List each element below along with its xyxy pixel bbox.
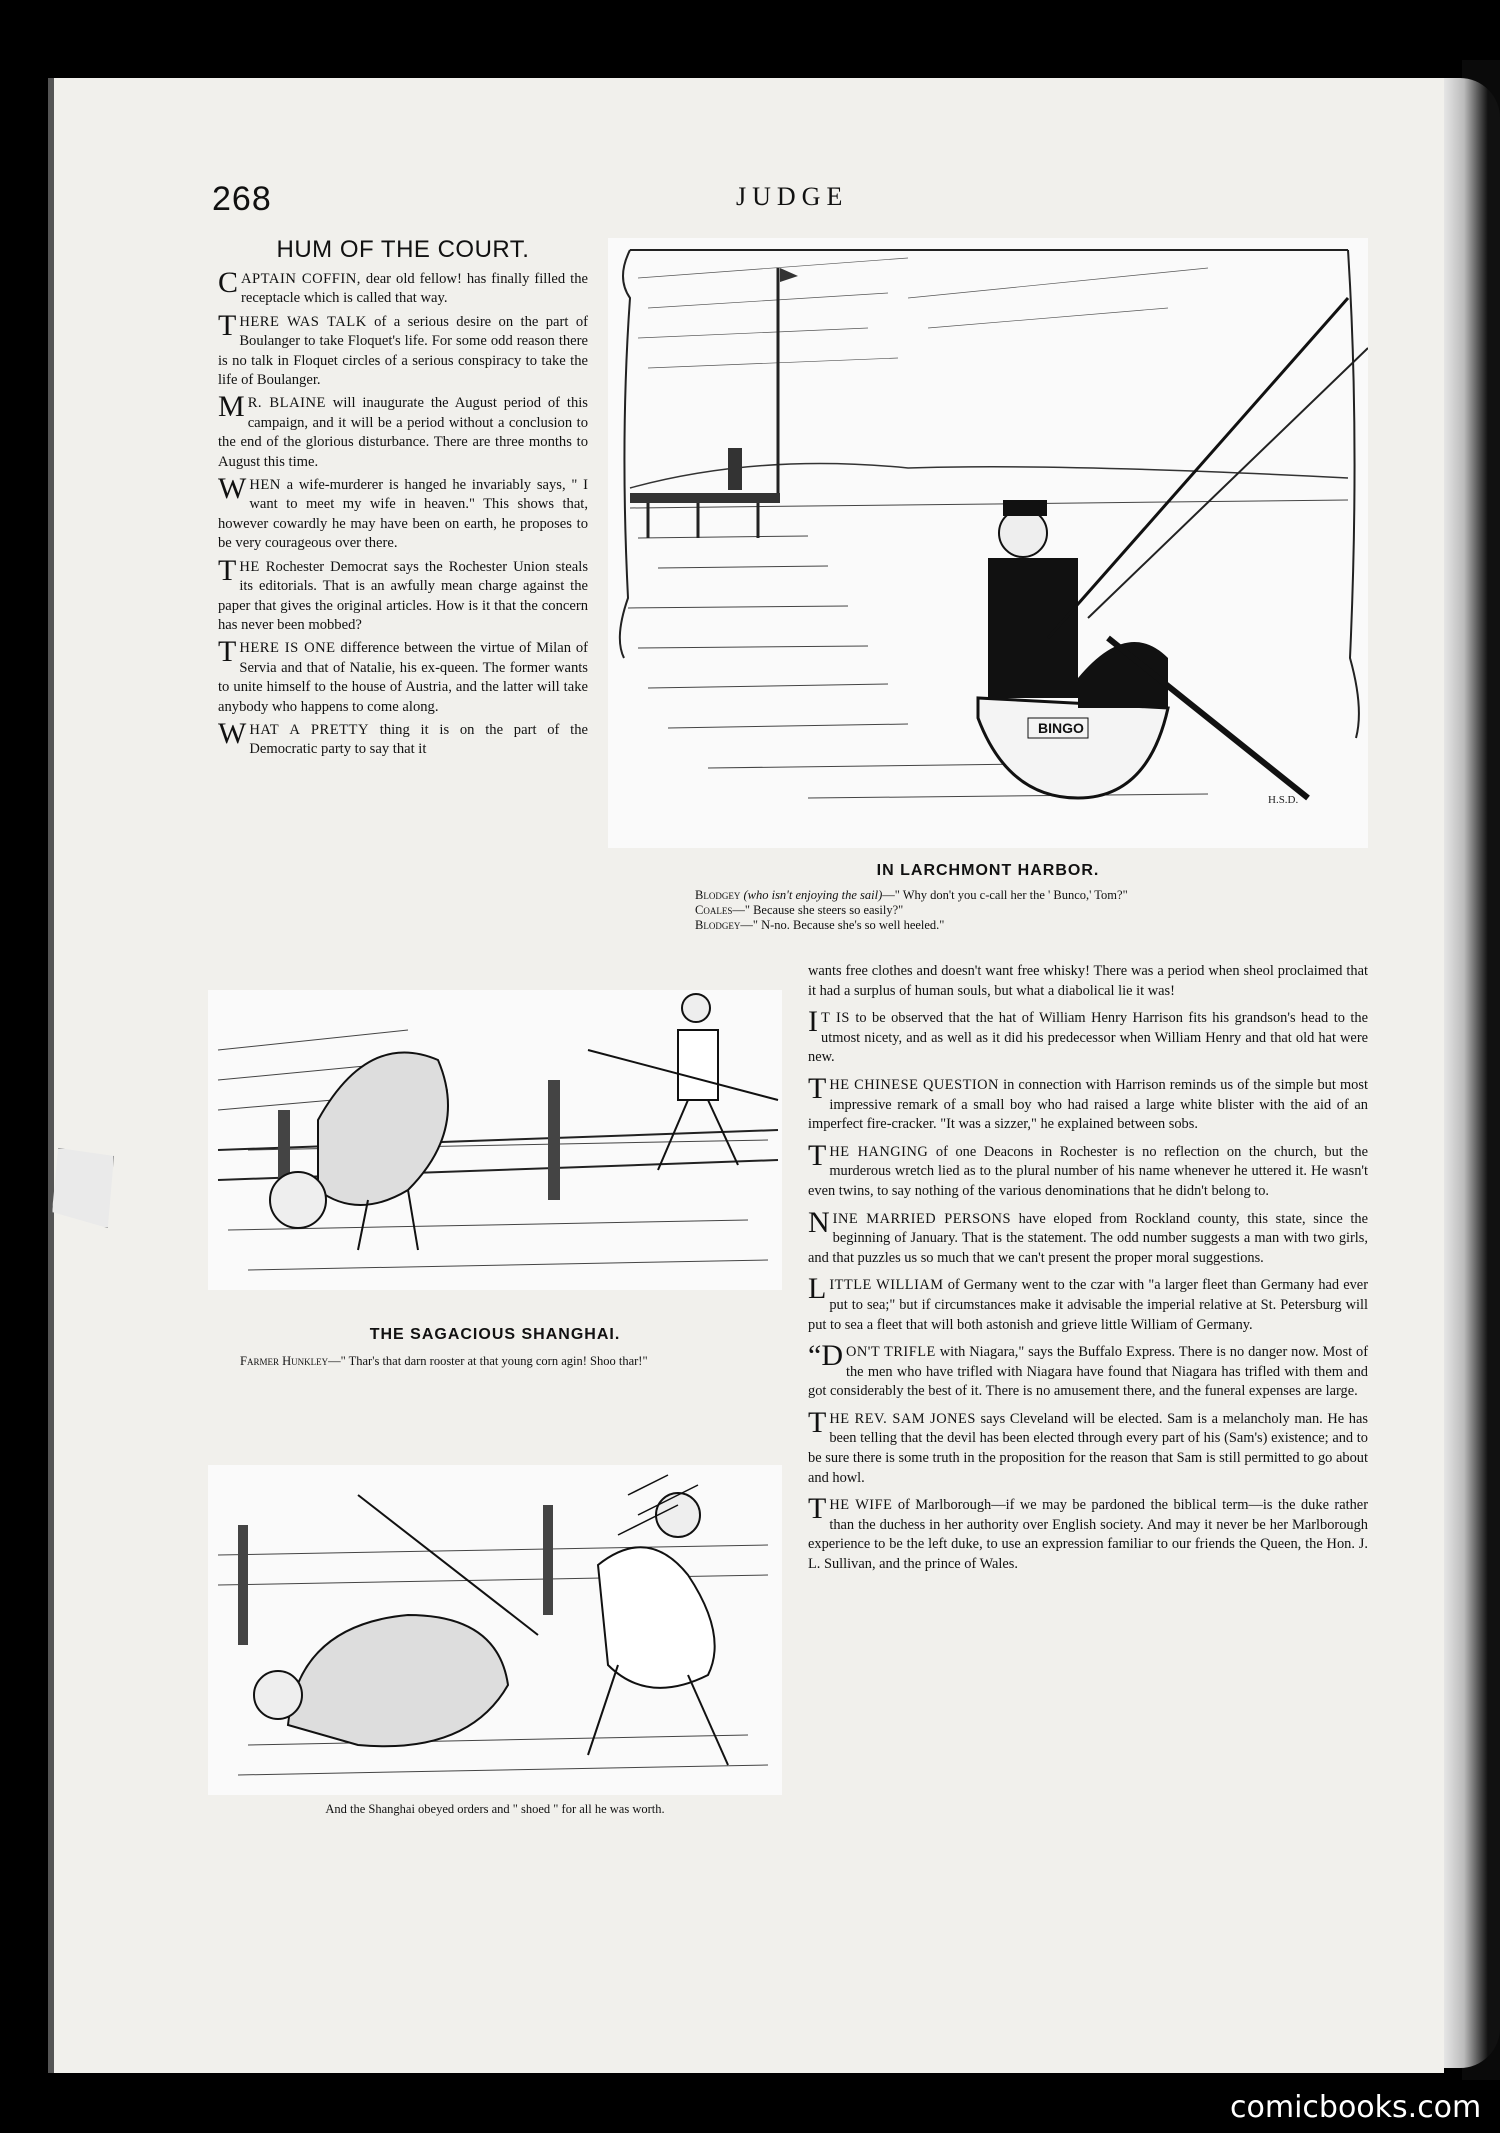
- paragraph-text: of one Deacons in Rochester is no reflection on the church, but the murderous wretch lied as to the plural number of his name whenever he uttered it. He wasn't even twins, to say nothing of the various denominations that he didn't belong to.: [808, 1143, 1368, 1199]
- lead-words: R. BLAINE: [247, 395, 326, 412]
- paragraph-text: says Cleveland will be elected. Sam is a melancholy man. He has been telling that the devil has been elected through every part of his (Sam's) existence; and to be sure there is some truth in the proposition for the reason that Sam is still permitted to go about and howl.: [808, 1410, 1368, 1486]
- dialogue-text: —" Why don't you c-call her the ' Bunco,' Tom?": [882, 888, 1128, 902]
- drop-cap: T: [808, 1138, 827, 1172]
- article-paragraph: [218, 390, 588, 472]
- shanghai-speaker: Farmer Hunkley: [240, 1354, 329, 1368]
- shanghai-shoo-illustration: [208, 1465, 782, 1795]
- lead-words: HE WIFE: [829, 1497, 893, 1514]
- lead-words: APTAIN COFFIN,: [241, 271, 361, 287]
- drop-cap: “D: [808, 1339, 843, 1373]
- shanghai-caption-title: THE SAGACIOUS SHANGHAI.: [369, 1326, 621, 1343]
- dialogue-text: —" N-no. Because she's so well heeled.": [740, 918, 945, 932]
- section-title: HUM OF THE COURT.: [276, 236, 530, 263]
- paragraph-text: wants free clothes and doesn't want free whisky! There was a period when sheol proclaimed that it had a surplus of human souls, but what a diabolical lie it was!: [808, 963, 1368, 999]
- article-paragraph: [808, 1339, 1369, 1402]
- speaker-name: Blodgey: [695, 918, 741, 932]
- article-paragraph: [218, 553, 588, 636]
- article-paragraph: [218, 472, 588, 554]
- harbor-drawing: [608, 238, 1368, 848]
- paragraph-text: of Marlborough—if we may be pardoned the biblical term—is the duke rather than the duchess in her authority over English society. And may it never be her Marlborough experience to be the left duke, to use an expression familiar to our friends the Queen, the Hon. J. L. Sullivan, and the prince of Wales.: [808, 1497, 1368, 1573]
- speaker-aside: (who isn't enjoying the sail): [743, 888, 883, 902]
- lead-words: HERE WAS TALK: [239, 313, 367, 330]
- lead-words: HERE IS ONE: [239, 640, 336, 657]
- caption-dialogue-line: [695, 903, 1335, 918]
- watermark: comicbooks.com: [1230, 2090, 1482, 2125]
- lead-words: ON'T TRIFLE: [845, 1344, 936, 1361]
- lead-words: INE MARRIED PERSONS: [832, 1210, 1011, 1227]
- drop-cap: M: [218, 390, 245, 424]
- speaker-name: Coales: [695, 903, 733, 917]
- article-paragraph: [808, 1205, 1368, 1269]
- page-curl: [1440, 78, 1500, 2068]
- lead-words: HEN: [249, 477, 281, 494]
- article-paragraph: [808, 1005, 1368, 1068]
- speaker-name: Blodgey: [695, 888, 741, 902]
- lead-words: HE: [239, 558, 260, 575]
- page-number: 268: [212, 180, 272, 218]
- caption-dialogue-line: [695, 918, 1335, 933]
- article-paragraph: [808, 1071, 1368, 1135]
- caption-dialogue-line: [695, 888, 1335, 903]
- left-column: [218, 236, 588, 764]
- lead-words: T IS: [821, 1010, 850, 1027]
- article-paragraph: [808, 1492, 1368, 1574]
- paragraph-text: a wife-murderer is hanged he invariably says, " I want to meet my wife in heaven." This shows that, however cowardly he may have been on earth, he proposes to be very courageous over there.: [218, 477, 588, 552]
- paragraph-text: difference between the virtue of Milan of Servia and that of Natalie, his ex-queen. The former wants to unite himself to the house of Austria, and the latter will take anybody who happens to come along.: [218, 640, 588, 715]
- right-column: [808, 962, 1368, 1583]
- paragraph-text: in connection with Harrison reminds us of the simple but most impressive remark of a small boy who had raised a large white blister with the aid of an imperfect fire-cracker. "It was a sizzer," he explained between sobs.: [808, 1076, 1368, 1133]
- shanghai-caption-line: [240, 1354, 785, 1369]
- right-paragraphs: [808, 962, 1368, 1575]
- drop-cap: L: [808, 1272, 827, 1306]
- paragraph-text: to be observed that the hat of William Henry Harrison fits his grandson's head to the utmost nicety, and as well as it did his predecessor when William Henry and that old hat were new.: [808, 1010, 1368, 1066]
- drop-cap: T: [808, 1492, 827, 1526]
- larchmont-harbor-illustration: [608, 238, 1368, 848]
- article-paragraph: [218, 308, 589, 391]
- drop-cap: T: [218, 308, 237, 342]
- drop-cap: W: [218, 716, 247, 750]
- drop-cap: N: [808, 1205, 830, 1239]
- paragraph-text: of a serious desire on the part of Boulanger to take Floquet's life. For some odd reason there is no talk in Floquet circles of a serious conspiracy to take the life of Boulanger.: [218, 313, 589, 389]
- paragraph-text: have eloped from Rockland county, this state, since the beginning of January. That is the statement. The odd number suggests a man with two girls, and that puzzles us so much that we can't present the proper moral suggestions.: [808, 1210, 1368, 1266]
- drop-cap: T: [808, 1405, 827, 1439]
- boat-name: BINGO: [1038, 720, 1084, 736]
- article-paragraph: [808, 1272, 1368, 1335]
- lead-words: HE CHINESE QUESTION: [829, 1076, 999, 1093]
- shanghai2-caption: And the Shanghai obeyed orders and " shoed " for all he was worth.: [325, 1802, 665, 1816]
- lead-words: HAT A PRETTY: [249, 721, 370, 738]
- sagacious-shanghai-illustration: [208, 990, 782, 1290]
- paragraph-text: of Germany went to the czar with "a larger fleet than Germany had ever put to sea;" but if circumstances make it advisable the imperial relative at St. Petersburg will put to sea a fleet that will both astonish and grieve little William of Germany.: [808, 1277, 1368, 1333]
- article-paragraph: [808, 1138, 1368, 1202]
- drop-cap: T: [218, 635, 237, 669]
- paragraph-text: will inaugurate the August period of this campaign, and it will be a period without a conclusion to the end of the glorious disturbance. There are three months to August this time.: [218, 395, 588, 470]
- drop-cap: W: [218, 472, 247, 506]
- paragraph-text: thing it is on the part of the Democratic party to say that it: [249, 721, 588, 758]
- paragraph-text: dear old fellow! has finally filled the receptacle which is called that way.: [241, 271, 588, 307]
- article-paragraph: [218, 716, 588, 760]
- drop-cap: T: [218, 553, 237, 587]
- shanghai-shoo-drawing: [208, 1465, 782, 1795]
- article-paragraph: [808, 962, 1368, 1001]
- harbor-caption-title: IN LARCHMONT HARBOR.: [876, 862, 1100, 879]
- article-paragraph: [218, 266, 588, 309]
- drop-cap: C: [218, 266, 239, 299]
- article-paragraph: [218, 635, 588, 717]
- article-paragraph: [808, 1405, 1368, 1488]
- left-paragraphs: [218, 266, 589, 760]
- drop-cap: I: [808, 1005, 818, 1039]
- paragraph-text: Rochester Democrat says the Rochester Union steals its editorials. That is an awfully mean charge against the paper that gives the original articles. How is it that the concern has never been mobbed?: [218, 558, 588, 633]
- masthead: JUDGE: [736, 182, 849, 211]
- paragraph-text: with Niagara," says the Buffalo Express. There is no danger now. Most of the men who have trifled with Niagara have found that Niagara has trifled with them and got considerably the best of it. There is no amusement there, and the funeral expenses are large.: [808, 1344, 1369, 1400]
- lead-words: ITTLE WILLIAM: [829, 1277, 944, 1294]
- artist-signature: H.S.D.: [1268, 794, 1299, 806]
- lead-words: HE REV. SAM JONES: [829, 1410, 976, 1427]
- lead-words: HE HANGING: [829, 1143, 929, 1160]
- shanghai-drawing: [208, 990, 782, 1290]
- harbor-caption-lines: [695, 888, 1335, 933]
- drop-cap: T: [808, 1071, 827, 1105]
- dialogue-text: —" Because she steers so easily?": [732, 903, 904, 917]
- shanghai-quote: —" Thar's that darn rooster at that young corn agin! Shoo thar!": [328, 1354, 648, 1368]
